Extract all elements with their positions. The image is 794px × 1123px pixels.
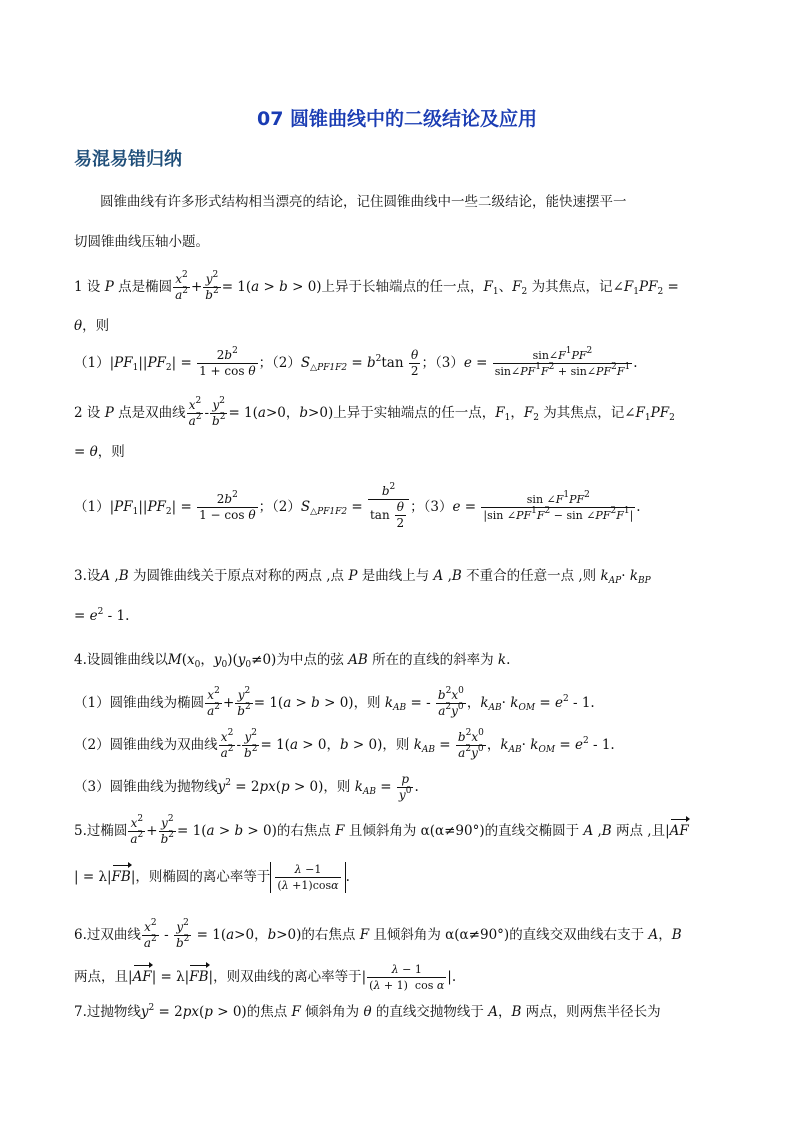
item-6-line-2: 两点，且|AF| = λ|FB|，则双曲线的离心率等于| $\frac{\lambda - 1}{\text{(λ + 1) cos α}}$ |. xyxy=(74,963,457,992)
item-2-line-2: = θ，则 xyxy=(74,444,125,460)
item-4-line-4: （3）圆锥曲线为抛物线$y^2 = 2px(p > 0)$，则 $k_{AB}$ = $\frac{p}{y^0}$ . xyxy=(74,772,419,802)
item-1-line-1: 1 设 P 点是椭圆 $\frac{x^2}{a^2}$ + $\frac{y^2}{b^2}$ = 1(a > b > 0)上异于长轴端点的任一点，$F_1$、$F_2$ 为其焦点，记$\angle F_1PF_2$ = xyxy=(74,270,679,302)
item-1-line-2: θ，则 xyxy=(74,318,110,334)
intro-line-1: 圆锥曲线有许多形式结构相当漂亮的结论，记住圆锥曲线中一些二级结论，能快速摆平一 xyxy=(100,194,627,210)
item-3-line-2: = $e^2 - 1$. xyxy=(74,607,130,624)
item-6-line-1: 6.过双曲线 $\frac{x^2}{a^2}$ - $\frac{y^2}{b^2}$ = 1(a>0，b>0)的右焦点 F 且倾斜角为 α(α≠90°)的直线交双曲线右支于 A，B xyxy=(74,918,682,950)
item-5-line-2: | = λ|FB|，则椭圆的离心率等于 $\frac{\lambda -1}{(\lambda +1)\cos\alpha}$ . xyxy=(74,863,350,892)
item-7-line-1: 7.过抛物线$y^2 = 2px(p > 0)$的焦点 F 倾斜角为 θ 的直线交抛物线于 A，B 两点，则两焦半径长为 xyxy=(74,1003,661,1020)
item-1-line-3: $(1)|PF_1||PF_2|$ = $\frac{2b^2}{\text{1 + cos θ}}$ ；$(2)S_{\triangle PF1F2} = b^2\tan$ $\frac{\theta}{2}$ ；（3）e = $\frac{\sin\angle F^1PF^2}{\sin\angle PF^1F^2 + \sin\angle PF^2F^1}$ . xyxy=(74,346,638,378)
item-2-line-1: 2 设 P 点是双曲线 $\frac{x^2}{a^2}$ - $\frac{y^2}{b^2}$ = 1(a>0，b>0)上异于实轴端点的任一点，$F_1$，$F_2$ 为其焦点，记$\angle F_1PF_2$ xyxy=(74,396,675,428)
item-4-line-3: （2）圆锥曲线为双曲线 $\frac{x^2}{a^2}$ - $\frac{y^2}{b^2}$ = 1(a > 0，b > 0)，则 $k_{AB}$ = $\frac{b^2x^0}{a^2y^0}$ ，$k_{AB}\cdot k_{OM} = e^2 - 1$. xyxy=(74,728,615,760)
item-4-line-2: （1）圆锥曲线为椭圆 $\frac{x^2}{a^2}$ + $\frac{y^2}{b^2}$ = 1(a > b > 0)，则 $k_{AB}$ = - $\frac{b^2x^0}{a^2y^0}$ ，$k_{AB}\cdot k_{OM} = e^2 - 1$. xyxy=(74,686,595,718)
intro-line-2: 切圆锥曲线压轴小题。 xyxy=(74,234,209,250)
item-5-line-1: 5.过椭圆 $\frac{x^2}{a^2}$ + $\frac{y^2}{b^2}$ = 1(a > b > 0)的右焦点 F 且倾斜角为 α(α≠90°)的直线交椭圆于 A ,B 两点 ,且|AF xyxy=(74,814,689,846)
item-2-line-3: $(1)|PF_1||PF_2|$ = $\frac{2b^2}{\text{1 − cos θ}}$ ；$(2)S_{\triangle PF1F2}$ = $b^2$ tan $\frac{\theta}{2}$ ；（3）e = $\frac{\sin \angle F^1PF^2}{|\sin \angle PF^1F^2 - \sin \angle PF^2F^1|}$ . xyxy=(74,482,641,530)
item-3-line-1: 3.设A ,B 为圆锥曲线关于原点对称的两点 ,点 P 是曲线上与 A ,B 不重合的任意一点 ,则 $k_{AP}\cdot k_{BP}$ xyxy=(74,568,651,586)
page-title: 07 圆锥曲线中的二级结论及应用 xyxy=(256,108,538,130)
item-4-line-1: 4.设圆锥曲线以$M(x_0$，$y_0)(y_0\ne 0)$为中点的弦 AB 所在的直线的斜率为 k. xyxy=(74,652,511,670)
section-heading: 易混易错归纳 xyxy=(74,149,182,170)
